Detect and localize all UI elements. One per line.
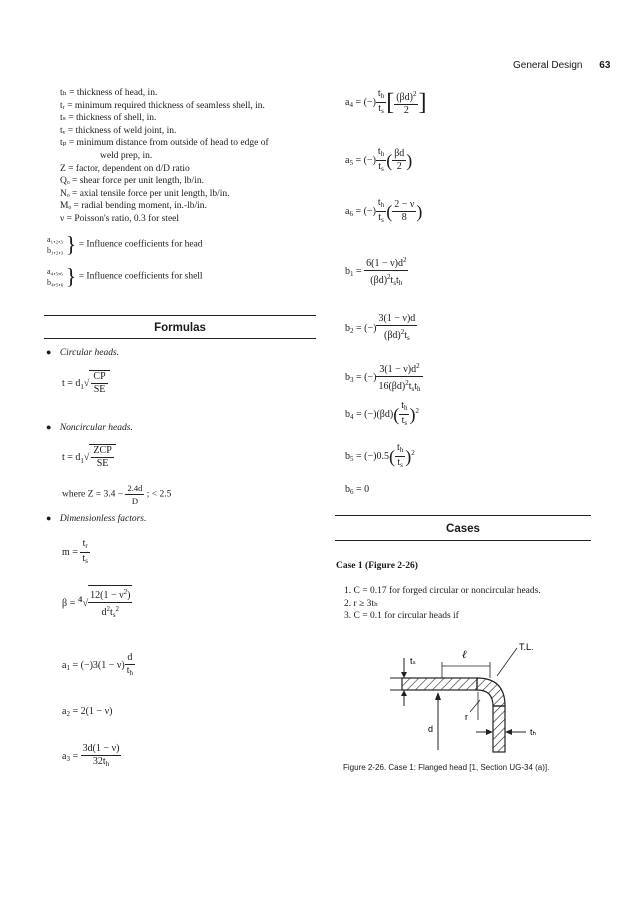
knuckle xyxy=(477,678,505,706)
noncircular-formula: $t = d_1√$ $\frac{\text{ZCP}}{SE}$ xyxy=(62,444,116,470)
a1-formula: $a_1 = (-)3(1 - \nu)$ $\frac{d}{t_h}$ xyxy=(62,652,133,677)
influence-head-top: a₁,₂,₃ xyxy=(47,235,63,244)
where-z-line xyxy=(62,482,171,507)
formulas-heading: Formulas xyxy=(154,322,206,334)
influence-shell: a₄,₅,₆ b₄,₅,₆ } = Influence coefficients for shell xyxy=(47,263,203,289)
b4-formula: $b_4 = (-)(\beta d)$( $\frac{t_h}{t_s}$ )$^2$ xyxy=(345,400,419,427)
a2-formula: $a_2 = 2(1 - \nu)$ xyxy=(62,706,113,718)
b1-formula: $b_1$ = $\frac{6(1 - \nu)d^2}{(\beta d)^2t_st_h}$ xyxy=(345,256,407,287)
where-z-text: where Z = 3.4 − xyxy=(62,489,124,500)
case1-item: 1. C = 0.17 for forged circular or noncircular heads. xyxy=(344,586,541,596)
nomenclature-item: Qₒ = shear force per unit length, lb/in. xyxy=(60,176,204,187)
beta-formula: β = ⁴√ $\frac{12(1 - \nu^2)}{d^2t_s^2}$ xyxy=(62,585,132,621)
influence-shell-bottom: b₄,₅,₆ xyxy=(47,278,64,287)
circular-formula: $t = d_1√$ $\frac{CP}{SE}$ xyxy=(62,370,110,396)
nomenclature-item: tᵥ = thickness of weld joint, in. xyxy=(60,125,177,136)
where-z-tail: ; < 2.5 xyxy=(146,489,172,500)
section-title: General Design xyxy=(513,60,583,71)
case1-item: 2. r ≥ 3tₕ xyxy=(344,598,379,609)
shell-plate xyxy=(402,678,477,690)
influence-head: a₁,₂,₃ b₁,₂,₃ } = Influence coefficients for head xyxy=(47,231,203,257)
nomenclature-item: tᵣ = minimum required thickness of seamless shell, in. xyxy=(60,100,265,111)
influence-head-text: = Influence coefficients for head xyxy=(78,239,203,250)
bullet-icon: ● xyxy=(46,513,52,523)
a4-formula: $a_4$ = (−) $\frac{t_h}{t_s}$ [ $\frac{(\beta d)^2}{2}$ ] xyxy=(345,88,427,116)
label-tl: T.L. xyxy=(519,642,534,652)
label-l: ℓ xyxy=(462,649,467,661)
where-z-num: 2.4d xyxy=(127,483,143,493)
influence-head-bottom: b₁,₂,₃ xyxy=(47,246,64,255)
nomenclature-item: tₛ = thickness of shell, in. xyxy=(60,113,157,124)
nomenclature-item: ν = Poisson's ratio, 0.3 for steel xyxy=(60,213,180,224)
running-header xyxy=(513,60,610,71)
b5-formula: $b_5 = (-)0.5$( $\frac{t_h}{t_s}$ )$^2$ xyxy=(345,442,415,469)
label-ts: tₛ xyxy=(410,656,416,666)
a3-formula: $a_3$ = $\frac{3d(1 - \nu)}{32t_h}$ xyxy=(62,743,120,768)
nomenclature-item: tₚ = minimum distance from outside of head to edge of xyxy=(60,138,269,149)
bullet-icon: ● xyxy=(46,347,52,357)
nomenclature-item: tₕ = thickness of head, in. xyxy=(60,88,158,98)
circular-heads-item xyxy=(46,346,119,360)
cases-rule-bottom xyxy=(335,540,591,541)
a5-formula: $a_5$ = (−) $\frac{t_h}{t_s}$ ( $\frac{\beta d}{2}$ ) xyxy=(345,146,413,173)
influence-shell-top: a₄,₅,₆ xyxy=(47,267,63,276)
influence-shell-text: = Influence coefficients for shell xyxy=(78,271,203,282)
formulas-rule-bottom xyxy=(44,338,316,339)
where-z-den: D xyxy=(131,496,138,506)
nomenclature-list xyxy=(60,87,330,226)
dimensionless-label: Dimensionless factors. xyxy=(59,514,147,524)
circular-heads-label: Circular heads. xyxy=(59,348,120,358)
page-number: 63 xyxy=(599,60,611,71)
bullet-icon: ● xyxy=(46,422,52,432)
nomenclature-item: weld prep, in. xyxy=(100,150,153,161)
label-th: tₕ xyxy=(530,727,537,737)
nomenclature-item: Z = factor, dependent on d/D ratio xyxy=(60,163,190,174)
a6-formula: $a_6$ = (−) $\frac{t_h}{t_s}$ ( $\frac{2 - \nu}{8}$ ) xyxy=(345,197,423,224)
nomenclature-item: Mₒ = radial bending moment, in.-lb/in. xyxy=(60,201,207,212)
b3-formula: $b_3$ = (−) $\frac{3(1 - \nu)d^2}{16(\beta d)^2t_st_h}$ xyxy=(345,362,421,393)
noncircular-heads-item xyxy=(46,421,133,435)
label-r: r xyxy=(465,712,468,722)
dimensionless-item xyxy=(46,512,146,526)
cases-rule-top xyxy=(335,515,591,516)
case1-title: Case 1 (Figure 2-26) xyxy=(336,561,418,571)
b6-formula: $b_6 = 0$ xyxy=(345,484,370,496)
head-plate xyxy=(493,706,505,752)
b2-formula: $b_2$ = (−) $\frac{3(1 - \nu)d}{(\beta d)^2t_s}$ xyxy=(345,313,416,342)
formulas-rule-top xyxy=(44,315,316,316)
cases-heading: Cases xyxy=(446,523,480,535)
m-formula: m = $\frac{t_r}{t_s}$ xyxy=(62,538,88,565)
case1-list xyxy=(344,585,594,623)
figure-caption: Figure 2-26. Case 1: Flanged head [1, Section UG-34 (a)]. xyxy=(343,763,550,772)
case1-item: 3. C = 0.1 for circular heads if xyxy=(344,611,459,622)
label-d: d xyxy=(428,724,434,734)
nomenclature-item: Nₒ = axial tensile force per unit length, lb/in. xyxy=(60,188,230,199)
flanged-head-figure xyxy=(380,640,580,758)
noncircular-heads-label: Noncircular heads. xyxy=(59,423,133,433)
